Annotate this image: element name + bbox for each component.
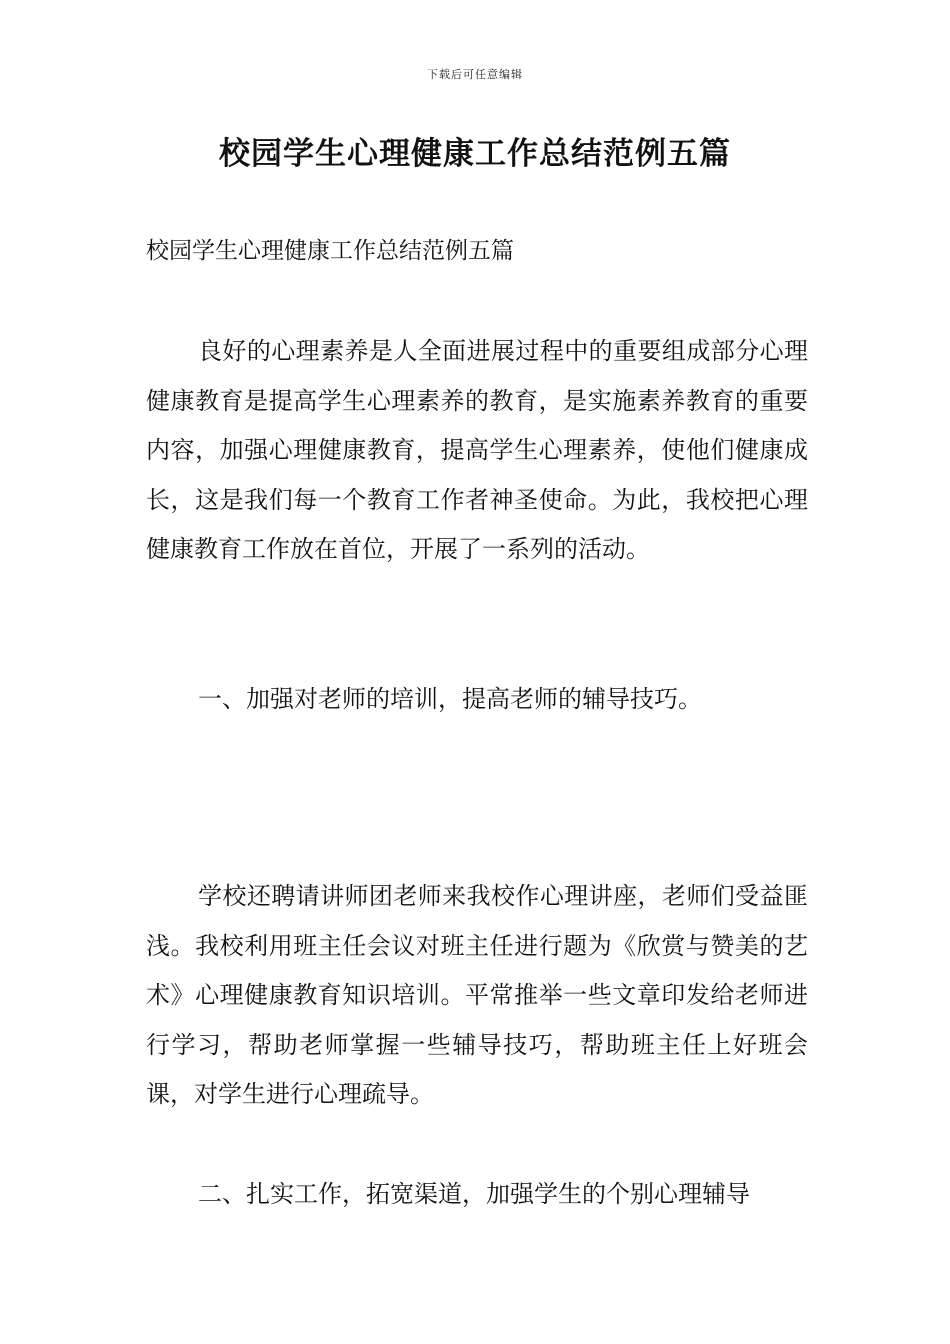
- header-note: 下载后可任意编辑: [427, 68, 523, 81]
- section-heading-two: 二、扎实工作，拓宽渠道，加强学生的个别心理辅导: [198, 1180, 750, 1208]
- intro-paragraph: 良好的心理素养是人全面进展过程中的重要组成部分心理健康教育是提高学生心理素养的教育，是实施素养教育的重要内容，加强心理健康教育，提高学生心理素养，使他们健康成长，这是我们每一个教育工作者神圣使命。为此，我校把心理健康教育工作放在首位，开展了一系列的活动。: [146, 337, 808, 563]
- training-paragraph: 学校还聘请讲师团老师来我校作心理讲座，老师们受益匪浅。我校利用班主任会议对班主任进行题为《欣赏与赞美的艺术》心理健康教育知识培训。平常推举一些文章印发给老师进行学习，帮助老师掌握一些辅导技巧，帮助班主任上好班会课，对学生进行心理疏导。: [146, 882, 808, 1108]
- document-subtitle: 校园学生心理健康工作总结范例五篇: [146, 238, 514, 264]
- document-title: 校园学生心理健康工作总结范例五篇: [219, 136, 731, 172]
- section-heading-one: 一、加强对老师的培训，提高老师的辅导技巧。: [198, 685, 702, 713]
